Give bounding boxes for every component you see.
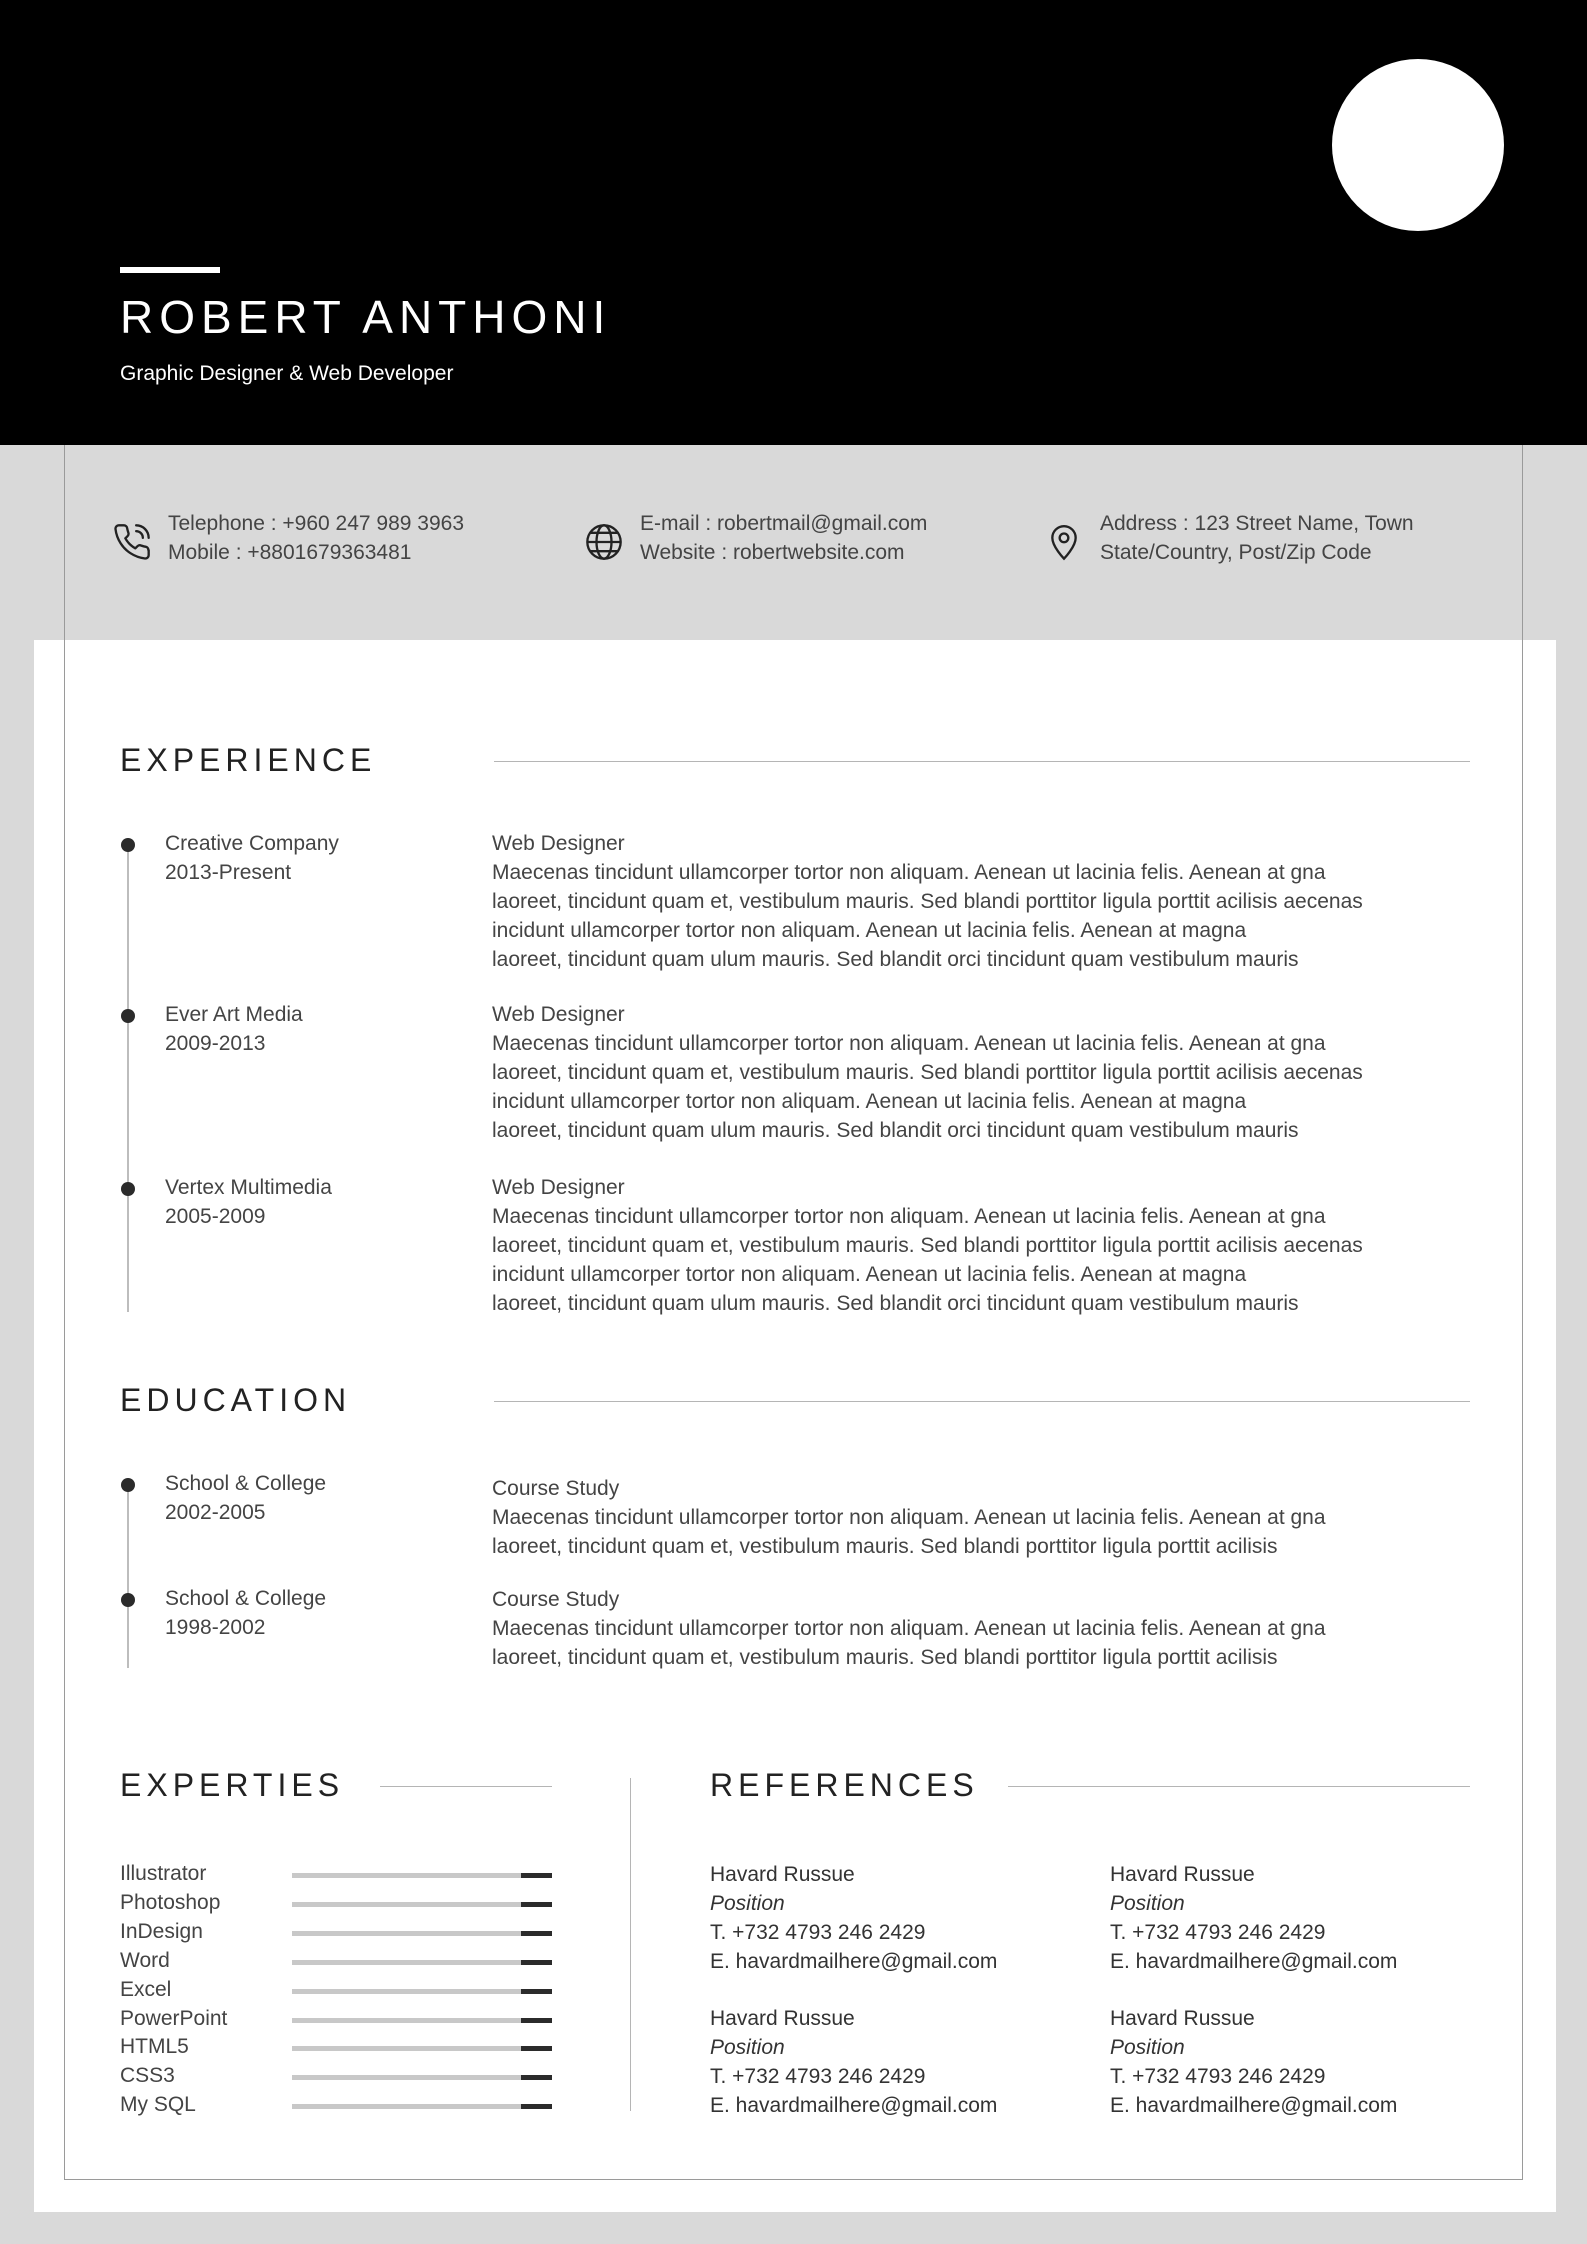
description-line: Maecenas tincidunt ullamcorper tortor non aliquam. Aenean ut lacinia felis. Aenean at gna	[492, 1506, 1326, 1529]
education-timeline	[127, 1478, 129, 1668]
column-divider	[630, 1778, 631, 2111]
contact-address-line1: Address : 123 Street Name, Town	[1100, 512, 1414, 535]
skill-level-marker	[521, 1931, 552, 1936]
contact-phone-line1: Telephone : +960 247 989 3963	[168, 512, 465, 535]
experience-date: 2009-2013	[165, 1032, 266, 1055]
skill-row	[120, 1862, 552, 1890]
skill-row	[120, 1949, 552, 1977]
description-line: laoreet, tincidunt quam et, vestibulum mauris. Sed blandi porttitor ligula porttit acilisis aecenas	[492, 1234, 1363, 1257]
skill-level-marker	[521, 1960, 552, 1965]
experience-description	[492, 858, 1492, 974]
experience-org: Creative Company	[165, 832, 339, 855]
experience-org: Vertex Multimedia	[165, 1176, 332, 1199]
description-line: incidunt ullamcorper tortor non aliquam. Aenean ut lacinia felis. Aenean at magna	[492, 1090, 1247, 1113]
experties-rule	[380, 1786, 552, 1787]
reference-card	[1110, 1860, 1490, 1976]
skill-level-marker	[521, 2075, 552, 2080]
skill-label: InDesign	[120, 1919, 203, 1943]
experience-heading: EXPERIENCE	[120, 742, 377, 778]
reference-email[interactable]: E. havardmailhere@gmail.com	[1110, 1950, 1398, 1973]
reference-card	[1110, 2004, 1490, 2120]
person-subtitle: Graphic Designer & Web Developer	[120, 362, 454, 385]
timeline-dot	[121, 1478, 135, 1492]
timeline-dot	[121, 1182, 135, 1196]
reference-phone: T. +732 4793 246 2429	[1110, 2065, 1326, 2088]
experience-rule	[494, 761, 1470, 762]
reference-position: Position	[710, 1892, 785, 1915]
experience-description	[492, 1029, 1492, 1145]
contact-address-line2: State/Country, Post/Zip Code	[1100, 541, 1372, 564]
reference-position: Position	[1110, 2036, 1185, 2059]
education-role: Course Study	[492, 1477, 620, 1500]
skill-label: CSS3	[120, 2064, 175, 2088]
skill-bar	[292, 1902, 552, 1907]
reference-name: Havard Russue	[710, 1863, 855, 1886]
skill-row	[120, 1891, 552, 1919]
experience-org: Ever Art Media	[165, 1003, 303, 1026]
experience-role: Web Designer	[492, 832, 625, 855]
reference-name: Havard Russue	[1110, 1863, 1255, 1886]
description-line: laoreet, tincidunt quam et, vestibulum mauris. Sed blandi porttitor ligula porttit acilisis	[492, 1646, 1278, 1669]
reference-phone: T. +732 4793 246 2429	[710, 1921, 926, 1944]
skill-level-marker	[521, 1902, 552, 1907]
education-rule	[494, 1401, 1470, 1402]
reference-phone: T. +732 4793 246 2429	[1110, 1921, 1326, 1944]
description-line: Maecenas tincidunt ullamcorper tortor non aliquam. Aenean ut lacinia felis. Aenean at gna	[492, 1617, 1326, 1640]
reference-position: Position	[710, 2036, 785, 2059]
skill-level-marker	[521, 1873, 552, 1878]
skill-bar	[292, 2104, 552, 2109]
education-org: School & College	[165, 1587, 327, 1610]
skill-level-marker	[521, 1989, 552, 1994]
education-heading: EDUCATION	[120, 1382, 352, 1418]
skill-row	[120, 2007, 552, 2035]
reference-phone: T. +732 4793 246 2429	[710, 2065, 926, 2088]
skill-bar	[292, 2018, 552, 2023]
experience-timeline	[127, 838, 129, 1312]
reference-email[interactable]: E. havardmailhere@gmail.com	[710, 1950, 998, 1973]
skill-row	[120, 2093, 552, 2121]
description-line: laoreet, tincidunt quam ulum mauris. Sed blandit orci tincidunt quam vestibulum mauris	[492, 1119, 1299, 1142]
phone-icon	[112, 522, 152, 562]
contact-website[interactable]: Website : robertwebsite.com	[640, 541, 905, 564]
reference-card	[710, 1860, 1090, 1976]
skill-label: My SQL	[120, 2093, 196, 2117]
education-description	[492, 1614, 1492, 1672]
description-line: laoreet, tincidunt quam et, vestibulum mauris. Sed blandi porttitor ligula porttit acilisis aecenas	[492, 890, 1363, 913]
skill-row	[120, 1978, 552, 2006]
skill-bar	[292, 1960, 552, 1965]
skill-bar	[292, 2046, 552, 2051]
experience-date: 2013-Present	[165, 861, 292, 884]
skill-level-marker	[521, 2104, 552, 2109]
description-line: laoreet, tincidunt quam et, vestibulum mauris. Sed blandi porttitor ligula porttit acilisis	[492, 1535, 1278, 1558]
skill-label: Illustrator	[120, 1862, 207, 1885]
education-role: Course Study	[492, 1588, 620, 1611]
experties-heading: EXPERTIES	[120, 1767, 345, 1803]
education-description	[492, 1503, 1492, 1561]
timeline-dot	[121, 838, 135, 852]
references-heading: REFERENCES	[710, 1767, 979, 1803]
globe-icon	[584, 522, 624, 562]
skill-level-marker	[521, 2046, 552, 2051]
reference-position: Position	[1110, 1892, 1185, 1915]
description-line: laoreet, tincidunt quam ulum mauris. Sed blandit orci tincidunt quam vestibulum mauris	[492, 1292, 1299, 1315]
reference-card	[710, 2004, 1090, 2120]
experience-date: 2005-2009	[165, 1205, 266, 1228]
reference-name: Havard Russue	[1110, 2007, 1255, 2030]
skill-bar	[292, 1931, 552, 1936]
skill-bar	[292, 1989, 552, 1994]
contact-phone-line2: Mobile : +8801679363481	[168, 541, 412, 564]
skill-bar	[292, 1873, 552, 1878]
education-org: School & College	[165, 1472, 327, 1495]
name-accent-bar	[120, 267, 220, 273]
description-line: Maecenas tincidunt ullamcorper tortor non aliquam. Aenean ut lacinia felis. Aenean at gna	[492, 861, 1326, 884]
reference-email[interactable]: E. havardmailhere@gmail.com	[1110, 2094, 1398, 2117]
profile-photo-placeholder	[1332, 59, 1504, 231]
description-line: laoreet, tincidunt quam et, vestibulum mauris. Sed blandi porttitor ligula porttit acilisis aecenas	[492, 1061, 1363, 1084]
description-line: incidunt ullamcorper tortor non aliquam. Aenean ut lacinia felis. Aenean at magna	[492, 919, 1247, 942]
skill-level-marker	[521, 2018, 552, 2023]
education-date: 1998-2002	[165, 1616, 266, 1639]
description-line: incidunt ullamcorper tortor non aliquam. Aenean ut lacinia felis. Aenean at magna	[492, 1263, 1247, 1286]
skill-row	[120, 2035, 552, 2063]
description-line: Maecenas tincidunt ullamcorper tortor non aliquam. Aenean ut lacinia felis. Aenean at gna	[492, 1205, 1326, 1228]
skill-label: HTML5	[120, 2035, 189, 2059]
education-date: 2002-2005	[165, 1501, 266, 1524]
description-line: laoreet, tincidunt quam ulum mauris. Sed blandit orci tincidunt quam vestibulum mauris	[492, 948, 1299, 971]
experience-description	[492, 1202, 1492, 1318]
skill-label: Photoshop	[120, 1890, 221, 1914]
skill-label: PowerPoint	[120, 2006, 228, 2030]
skill-label: Excel	[120, 1977, 172, 2001]
skill-row	[120, 2064, 552, 2092]
person-name: ROBERT ANTHONI	[120, 291, 612, 343]
description-line: Maecenas tincidunt ullamcorper tortor non aliquam. Aenean ut lacinia felis. Aenean at gna	[492, 1032, 1326, 1055]
reference-email[interactable]: E. havardmailhere@gmail.com	[710, 2094, 998, 2117]
experience-role: Web Designer	[492, 1003, 625, 1026]
timeline-dot	[121, 1593, 135, 1607]
skill-label: Word	[120, 1948, 170, 1972]
references-rule	[1008, 1786, 1470, 1787]
skill-row	[120, 1920, 552, 1948]
timeline-dot	[121, 1009, 135, 1023]
location-pin-icon	[1044, 522, 1084, 562]
experience-role: Web Designer	[492, 1176, 625, 1199]
reference-name: Havard Russue	[710, 2007, 855, 2030]
skill-bar	[292, 2075, 552, 2080]
header-banner	[0, 0, 1587, 445]
contact-email[interactable]: E-mail : robertmail@gmail.com	[640, 512, 928, 535]
